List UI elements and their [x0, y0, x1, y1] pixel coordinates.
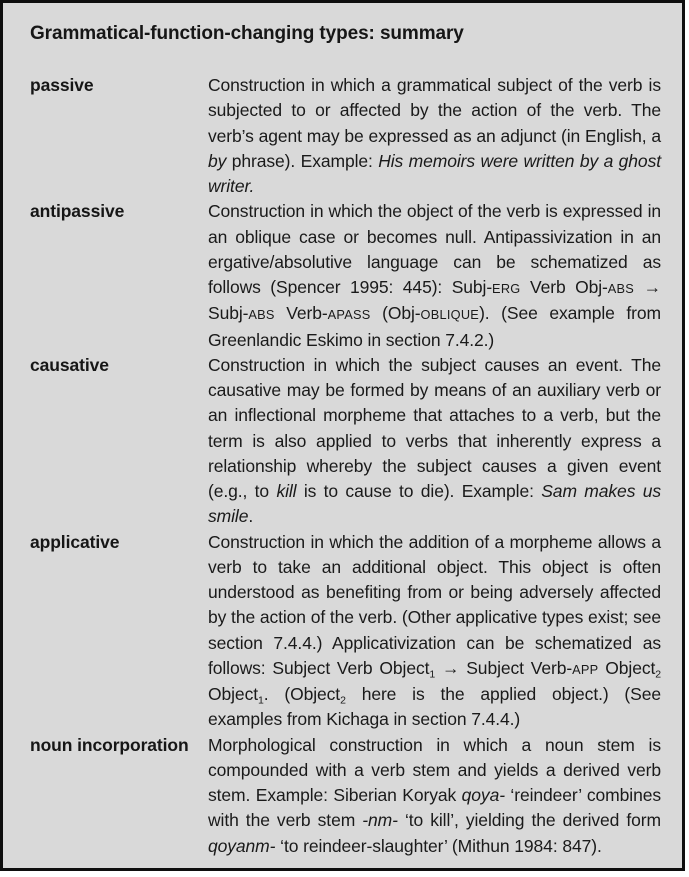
- box-title: Grammatical-function-changing types: summary: [30, 23, 464, 44]
- definition-text: Construction in which the addition of a morpheme allows a verb to take an additional object. This object is often understood as benefiting from or being adversely affected by the action of the verb. (Other applicative types exist; see section 7.4.4.) Applicativization can be schematized as follows: Subject Verb Object$_1$ → Subject Verb-APP Object$_2$ Object$_1$. (Object$_2$ here is the applied object.) (See examples from Kichaga in section 7.4.4.): [208, 531, 662, 730]
- definition-text: Construction in which the object of the verb is expressed in an oblique case or becomes null. Antipassivization in an ergative/absolutive language can be schematized as follows (Spencer 1995: 445): Subj-ERG Verb Obj-ABS → Subj-ABS Verb-APASS (Obj-OBLIQUE). (See example from Greenlandic Eskimo in section 7.4.2.): [208, 201, 661, 350]
- definition-text: Morphological construction in which a noun stem is compounded with a verb stem and yields a derived verb stem. Example: Siberian Koryak qoya- ‘reindeer’ combines with the verb stem -nm- ‘to kill’, yielding the derived form qoyanm- ‘to reindeer-slaughter’ (Mithun 1984: 847).: [208, 734, 662, 856]
- term-label: noun incorporation: [30, 734, 189, 755]
- term-label: causative: [30, 354, 109, 375]
- term-label: applicative: [30, 531, 120, 552]
- definition-list: [30, 73, 661, 859]
- definition-row: [30, 199, 661, 353]
- definition-text: Construction in which a grammatical subject of the verb is subjected to or affected by the action of the verb. The verb’s agent may be expressed as an adjunct (in English, a by phrase). Example: His memoirs were written by a ghost writer.: [208, 75, 661, 196]
- definition-row: [30, 73, 661, 199]
- summary-box-content: [3, 3, 682, 859]
- definition-row: [30, 353, 661, 530]
- definition-row: [30, 733, 661, 859]
- definition-text: Construction in which the subject causes an event. The causative may be formed by means of an auxiliary verb or an inflectional morpheme that attaches to a verb, but the term is also applied to verbs that inherently express a relationship whereby the subject causes a given event (e.g., to kill is to cause to die). Example: Sam makes us smile.: [208, 354, 661, 527]
- term-label: antipassive: [30, 201, 125, 222]
- term-label: passive: [30, 75, 94, 95]
- definition-row: [30, 530, 661, 733]
